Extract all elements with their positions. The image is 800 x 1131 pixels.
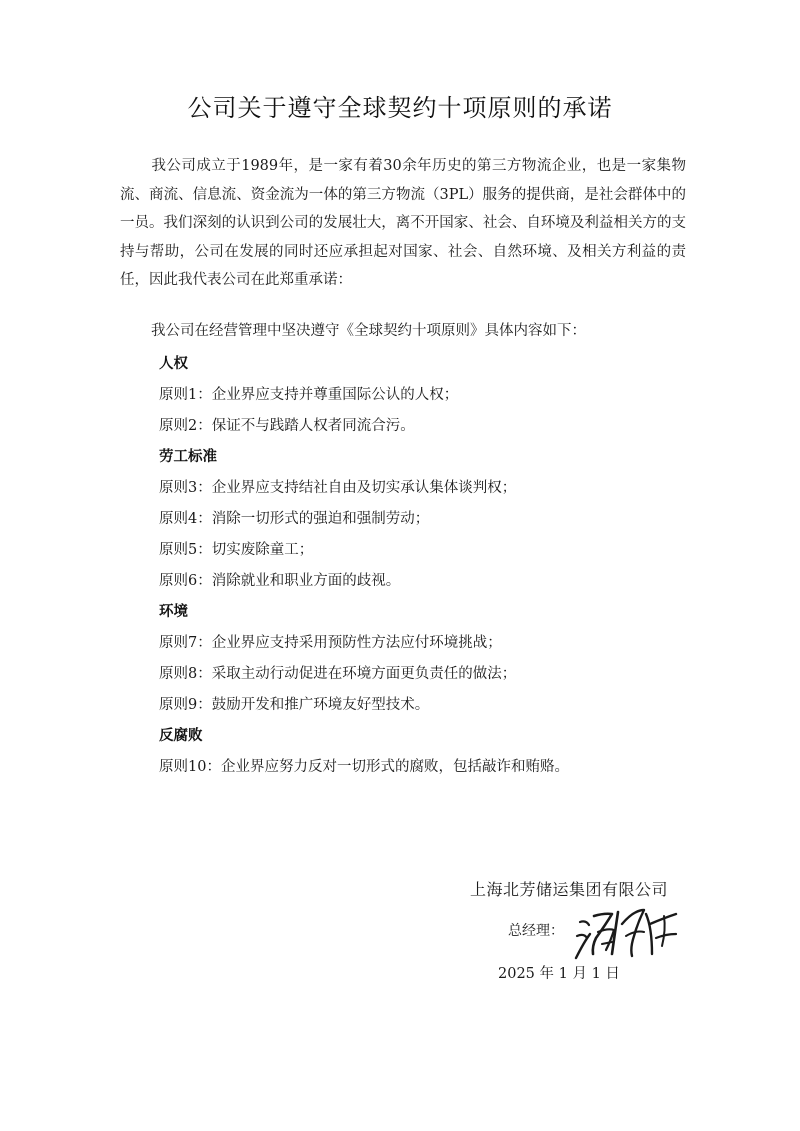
principle-item: 原则6：消除就业和职业方面的歧视。 (159, 573, 401, 589)
principles-list (159, 349, 699, 783)
section-environment (159, 597, 699, 721)
section-human-rights (159, 349, 699, 442)
principle-item: 原则7：企业界应支持采用预防性方法应付环境挑战； (159, 635, 502, 651)
general-manager-label: 总经理： (508, 923, 564, 939)
principle-item: 原则3：企业界应支持结社自由及切实承认集体谈判权； (159, 480, 517, 496)
section-anti-corruption (159, 721, 699, 783)
handwritten-signature-icon (572, 902, 682, 962)
principle-item: 原则2：保证不与践踏人权者同流合污。 (159, 418, 415, 434)
company-name: 上海北芳储运集团有限公司 (470, 880, 669, 899)
section-heading: 人权 (159, 356, 188, 372)
principle-item: 原则4：消除一切形式的强迫和强制劳动； (159, 511, 430, 527)
section-heading: 劳工标准 (159, 449, 217, 465)
principle-item: 原则9：鼓励开发和推广环境友好型技术。 (159, 697, 430, 713)
intro-paragraph (120, 152, 686, 295)
page-title: 公司关于遵守全球契约十项原则的承诺 (187, 94, 613, 122)
section-labour-standards (159, 442, 699, 597)
section-heading: 反腐败 (159, 728, 203, 744)
intro-text: 我公司成立于1989年，是一家有着30余年历史的第三方物流企业，也是一家集物流、商流、信息流、资金流为一体的第三方物流（3PL）服务的提供商，是社会群体中的一员。我们深刻的认识到公司的发展壮大，离不开国家、社会、自环境及利益相关方的支持与帮助，公司在发展的同时还应承担起对国家、社会、自然环境、及相关方利益的责任，因此我代表公司在此郑重承诺： (120, 158, 686, 288)
date: 2025 年 1 月 1 日 (498, 966, 620, 982)
principle-item: 原则1：企业界应支持并尊重国际公认的人权； (159, 387, 459, 403)
principle-item: 原则8：采取主动行动促进在环境方面更负责任的做法； (159, 666, 517, 682)
principle-item: 原则5：切实废除童工； (159, 542, 314, 558)
intro-second-paragraph: 我公司在经营管理中坚决遵守《全球契约十项原则》具体内容如下： (151, 323, 586, 339)
principle-item: 原则10：企业界应努力反对一切形式的腐败，包括敲诈和贿赂。 (159, 759, 569, 775)
section-heading: 环境 (159, 604, 188, 620)
